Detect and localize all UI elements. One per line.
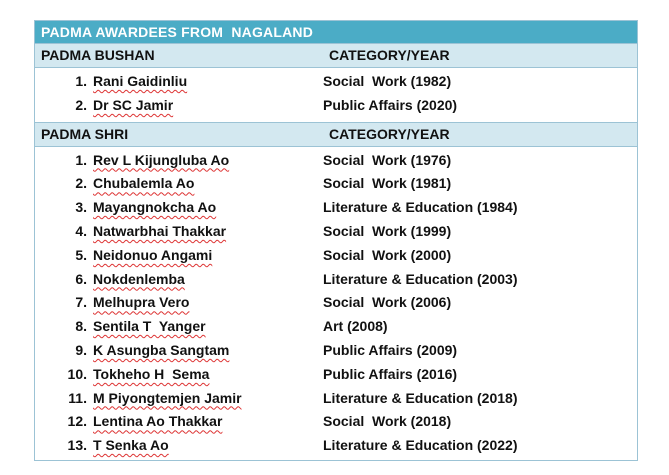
category-year: Social Work (1981)	[323, 175, 452, 192]
awardee-name: Neidonuo Angami	[93, 246, 213, 263]
row-number: 12.	[67, 413, 87, 430]
table-row	[35, 196, 637, 220]
shri-rows	[35, 147, 637, 460]
category-year: Literature & Education (1984)	[323, 199, 518, 216]
awardee-name: Tokheho H Sema	[93, 365, 210, 382]
category-year: Literature & Education (2003)	[323, 270, 518, 287]
row-number: 9.	[75, 341, 87, 358]
awardee-name-cell	[93, 70, 323, 94]
row-number: 1.	[75, 151, 87, 168]
padma-shri-section	[35, 122, 637, 460]
awardee-name-cell	[93, 244, 323, 268]
category-year: Social Work (2018)	[323, 413, 452, 430]
row-number: 3.	[75, 199, 87, 216]
category-year: Public Affairs (2020)	[323, 96, 458, 113]
awardee-name: Rev L Kijungluba Ao	[93, 151, 230, 168]
row-number: 1.	[75, 73, 87, 89]
row-number: 2.	[75, 96, 87, 113]
category-year: Literature & Education (2018)	[323, 389, 518, 406]
table-row	[35, 410, 637, 434]
category-year: Social Work (1982)	[323, 73, 452, 89]
awardee-name: Sentila T Yanger	[93, 318, 206, 335]
awardee-name-cell	[93, 363, 323, 387]
awardee-name: Nokdenlemba	[93, 270, 185, 287]
awardee-name-cell	[93, 196, 323, 220]
awardee-name-cell	[93, 291, 323, 315]
category-year: Literature & Education (2022)	[323, 437, 518, 454]
table-row	[35, 149, 637, 173]
awardee-name: T Senka Ao	[93, 437, 169, 454]
table-row	[35, 268, 637, 292]
category-year: Public Affairs (2009)	[323, 341, 458, 358]
table-row	[35, 172, 637, 196]
category-year: Social Work (2000)	[323, 246, 452, 263]
awardee-name-cell	[93, 172, 323, 196]
awardee-name: Chubalemla Ao	[93, 175, 195, 192]
table-row	[35, 434, 637, 458]
category-year: Social Work (1999)	[323, 222, 452, 239]
row-number: 13.	[67, 437, 87, 454]
row-number: 2.	[75, 175, 87, 192]
row-number: 6.	[75, 270, 87, 287]
table-title: PADMA AWARDEES FROM NAGALAND	[35, 21, 637, 43]
awardees-table	[34, 20, 638, 461]
awardee-name: Mayangnokcha Ao	[93, 199, 217, 216]
row-number: 4.	[75, 222, 87, 239]
row-number: 7.	[75, 294, 87, 311]
awardee-name-cell	[93, 94, 323, 118]
awardee-name-cell	[93, 315, 323, 339]
table-row	[35, 220, 637, 244]
awardee-name-cell	[93, 410, 323, 434]
table-row	[35, 94, 637, 118]
awardee-name: Natwarbhai Thakkar	[93, 222, 227, 239]
bushan-rows	[35, 68, 637, 122]
table-row	[35, 291, 637, 315]
row-number: 11.	[68, 389, 87, 406]
row-number: 8.	[75, 318, 87, 335]
padma-bushan-section	[35, 43, 637, 122]
section-header	[35, 43, 637, 68]
table-row	[35, 315, 637, 339]
awardee-name: Rani Gaidinliu	[93, 73, 188, 89]
awardee-name: K Asungba Sangtam	[93, 341, 230, 358]
awardee-name: Dr SC Jamir	[93, 96, 174, 113]
awardee-name: Melhupra Vero	[93, 294, 190, 311]
category-year: Art (2008)	[323, 318, 388, 335]
section-heading: PADMA SHRI	[41, 125, 129, 142]
section-heading: PADMA BUSHAN	[41, 47, 155, 63]
category-year: Social Work (2006)	[323, 294, 452, 311]
row-number: 10.	[67, 365, 87, 382]
table-row	[35, 339, 637, 363]
table-row	[35, 363, 637, 387]
category-heading: CATEGORY/YEAR	[329, 125, 450, 142]
category-year: Public Affairs (2016)	[323, 365, 458, 382]
section-header	[35, 122, 637, 147]
awardee-name: Lentina Ao Thakkar	[93, 413, 223, 430]
awardee-name-cell	[93, 339, 323, 363]
awardee-name-cell	[93, 149, 323, 173]
awardee-name-cell	[93, 434, 323, 458]
category-year: Social Work (1976)	[323, 151, 452, 168]
row-number: 5.	[75, 246, 87, 263]
awardee-name-cell	[93, 220, 323, 244]
category-heading: CATEGORY/YEAR	[329, 47, 450, 63]
table-row	[35, 244, 637, 268]
awardee-name: M Piyongtemjen Jamir	[93, 389, 242, 406]
table-row	[35, 70, 637, 94]
table-row	[35, 387, 637, 411]
awardee-name-cell	[93, 387, 323, 411]
awardee-name-cell	[93, 268, 323, 292]
